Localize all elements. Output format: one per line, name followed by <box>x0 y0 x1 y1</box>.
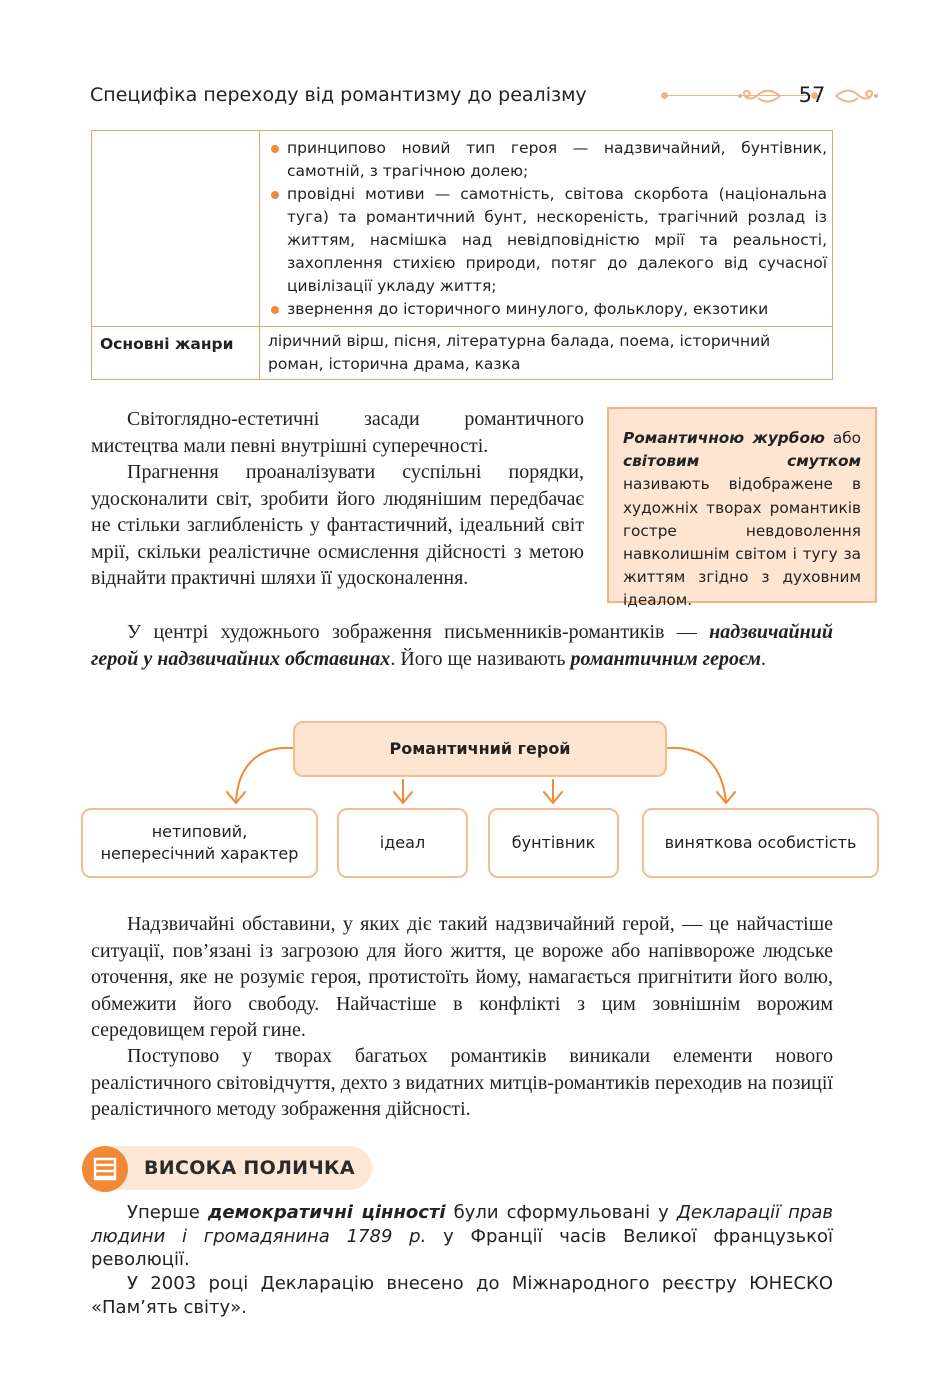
shelf-p1-bold: демократичні цінності <box>207 1202 446 1223</box>
high-shelf-title: ВИСОКА ПОЛИЧКА <box>144 1157 355 1179</box>
body-paragraph-5: Поступово у творах багатьох романтиків виникали елементи нового реалістичного світовідчуття, дехто з видатних митців-романтиків переходив на позиції реалістичного методу зображення дійсності. <box>91 1045 833 1120</box>
list-item: провідні мотиви — самотність, світова скорбота (національна туга) та романтичний бунт, нескореність, трагічний розлад із життям, насмішка над невідповідністю мрії та реальності, захоплення стихією природи, потяг до далекого від сучасної цивілізації укладу життя; <box>269 183 827 298</box>
body-paragraph-4: Надзвичайні обставини, у яких діє такий надзвичайний герой, — це найчастіше ситуації, пов’язані із загрозою для його життя, це вороже або напівворожe людське оточення, яке не розуміє героя, протистоїть йому, намагається пригнітити його волю, обмежити його свободу. Найчастіше в конфлікті з цим зовнішнім ворожим середовищем герой гине. <box>91 913 833 1041</box>
body-paragraph-1: Світоглядно-естетичні засади романтичного мистецтва мали певні внутрішні суперечності. <box>91 408 584 457</box>
shelf-p1-mid: були сформульовані у <box>445 1202 677 1223</box>
diagram-node-exceptional: виняткова особистість <box>642 808 879 878</box>
bookshelf-icon <box>82 1146 128 1192</box>
p3-end: . <box>760 647 766 670</box>
page-number: 57 <box>798 83 826 107</box>
shelf-p1-end: у Франції часів Великої французької революції. <box>91 1225 833 1270</box>
genres-text: ліричний вірш, пісня, літературна балада, поема, історичний роман, історична драма, казка <box>260 327 833 380</box>
diagram-node-atypical: нетиповий, непересічний характер <box>81 808 318 878</box>
list-item: принципово новий тип героя — надзвичайний, бунтівник, самотній, з трагічною долею; <box>269 137 827 183</box>
definition-term-2: світовим смутком <box>623 452 861 471</box>
p3-mid: . Його ще називають <box>390 647 571 670</box>
genres-label: Основні жанри <box>92 327 260 380</box>
list-item: звернення до історичного минулого, фольклору, екзотики <box>269 298 827 321</box>
definition-text: називають відображене в художніх творах романтиків гостре невдоволення навколишнім світом і тугу за життям згідно з духовним ідеалом. <box>623 475 861 610</box>
diagram-root-node: Романтичний герой <box>293 721 667 777</box>
body-paragraph-2: Прагнення проаналізувати суспільні порядки, удосконалити світ, зробити його людянішим передбачає не стільки заглибленість у фантастичний, ідеальний світ мрії, скільки реалістичне осмислення дійсності з метою віднайти практичні шляхи її удосконалення. <box>91 461 584 589</box>
shelf-paragraph-2: У 2003 році Декларацію внесено до Міжнародного реєстру ЮНЕСКО «Пам’ять світу». <box>91 1273 833 1318</box>
p3-bold-term: надзвичайний герой у надзвичайних обставинах <box>91 621 833 670</box>
shelf-p1-italic: Декларації прав людини і громадянина 1789 р. <box>91 1202 833 1247</box>
definition-conj: або <box>824 429 861 447</box>
shelf-paragraph-1 <box>91 1201 833 1272</box>
high-shelf-circle <box>82 1146 128 1192</box>
running-header-title: Специфіка переходу від романтизму до реалізму <box>90 84 587 106</box>
definition-term-1: Романтичною журбою <box>623 429 825 447</box>
shelf-p1-start: Уперше <box>127 1202 208 1223</box>
high-shelf-banner <box>82 1146 372 1190</box>
p3-bold-term-2: романтичним героєм <box>570 647 761 670</box>
p3-start: У центрі художнього зображення письменників-романтиків — <box>127 621 710 643</box>
diagram-node-rebel: бунтівник <box>488 808 619 878</box>
diagram-node-ideal: ідеал <box>337 808 468 878</box>
